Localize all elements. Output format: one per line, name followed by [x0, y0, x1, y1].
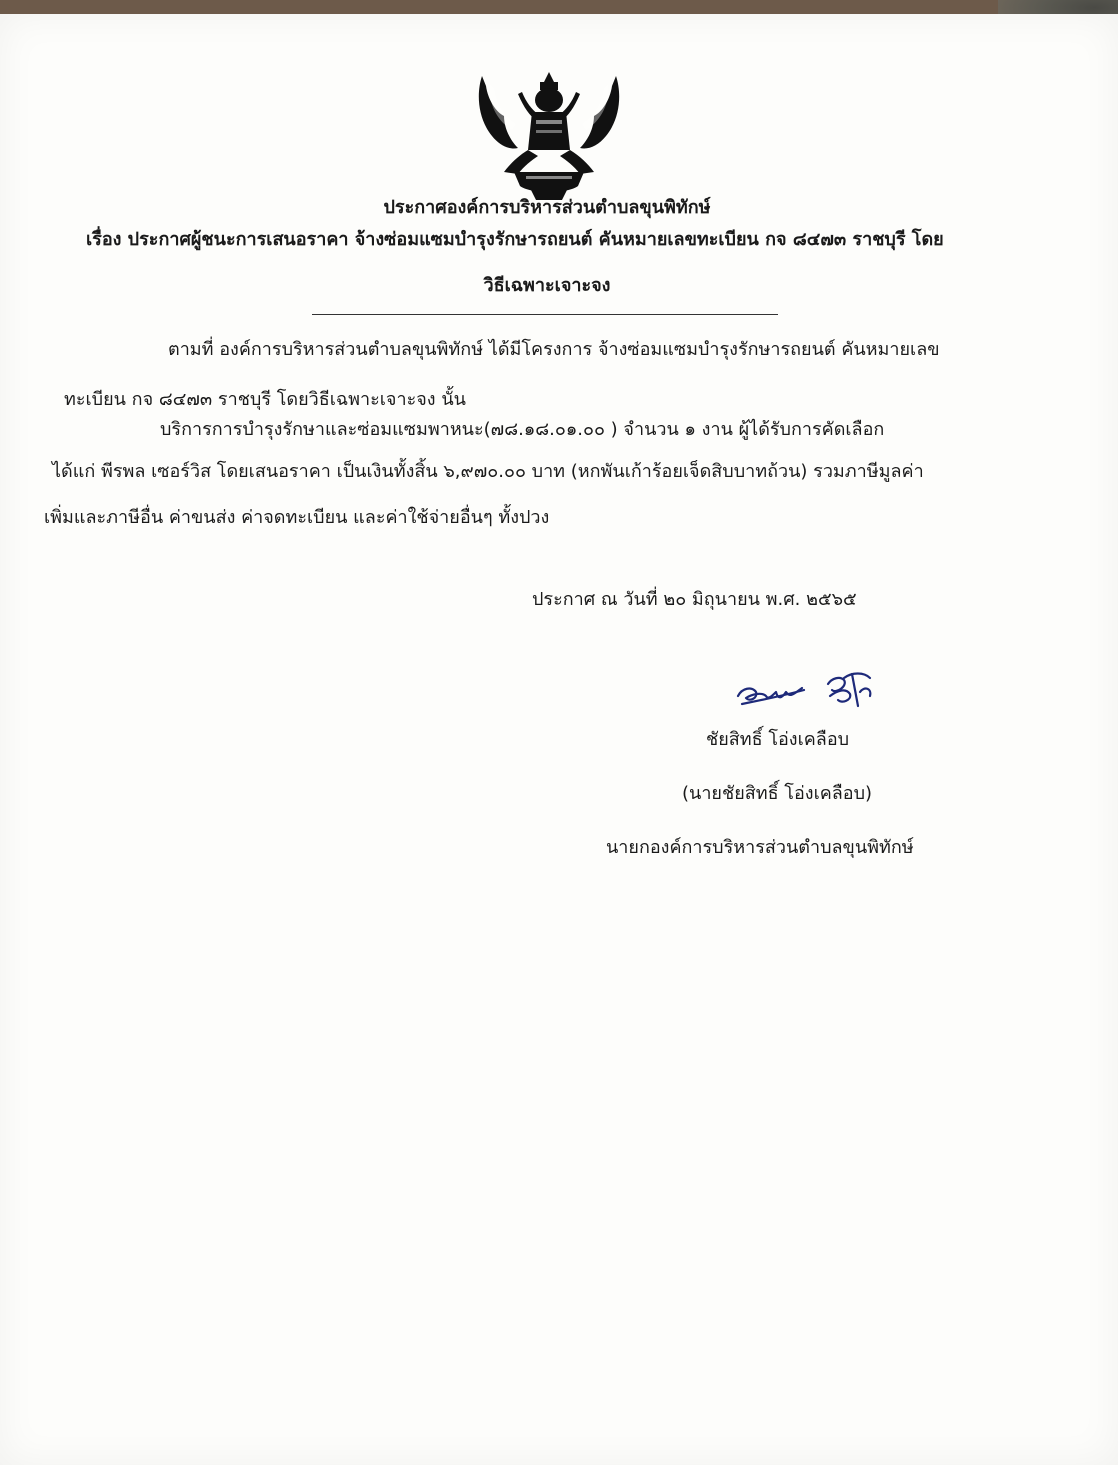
- handwritten-signature: [732, 666, 882, 716]
- body-line-2: ทะเบียน กจ ๘๔๗๓ ราชบุรี โดยวิธีเฉพาะเจาะจง นั้น: [64, 389, 466, 410]
- document-page: [0, 14, 1118, 1465]
- announce-date: ประกาศ ณ วันที่ ๒๐ มิถุนายน พ.ศ. ๒๕๖๕: [532, 589, 857, 610]
- body-line-5: เพิ่มและภาษีอื่น ค่าขนส่ง ค่าจดทะเบียน และค่าใช้จ่ายอื่นๆ ทั้งปวง: [44, 507, 550, 528]
- signature-name: ชัยสิทธิ์ โอ่งเคลือบ: [706, 729, 850, 750]
- signature-position: นายกองค์การบริหารส่วนตำบลขุนพิทักษ์: [606, 837, 914, 858]
- garuda-emblem-icon: [474, 64, 624, 204]
- subject-line-1: เรื่อง ประกาศผู้ชนะการเสนอราคา จ้างซ่อมแซมบำรุงรักษารถยนต์ คันหมายเลขทะเบียน กจ ๘๔๗๓ ราชบุรี โดย: [86, 229, 944, 250]
- subject-line-2: วิธีเฉพาะเจาะจง: [483, 275, 611, 296]
- body-line-4: ได้แก่ พีรพล เซอร์วิส โดยเสนอราคา เป็นเงินทั้งสิ้น ๖,๙๗๐.๐๐ บาท (หกพันเก้าร้อยเจ็ดสิบบาทถ้วน) รวมภาษีมูลค่า: [52, 461, 924, 482]
- body-line-3: บริการการบำรุงรักษาและซ่อมแซมพาหนะ(๗๘.๑๘.๐๑.๐๐ ) จำนวน ๑ งาน ผู้ได้รับการคัดเลือก: [160, 419, 885, 440]
- header-divider: [312, 314, 778, 315]
- header-title: ประกาศองค์การบริหารส่วนตำบลขุนพิทักษ์: [383, 197, 711, 218]
- body-line-1: ตามที่ องค์การบริหารส่วนตำบลขุนพิทักษ์ ได้มีโครงการ จ้างซ่อมแซมบำรุงรักษารถยนต์ คันหมายเลข: [168, 339, 940, 360]
- signature-full-name: (นายชัยสิทธิ์ โอ่งเคลือบ): [682, 783, 873, 804]
